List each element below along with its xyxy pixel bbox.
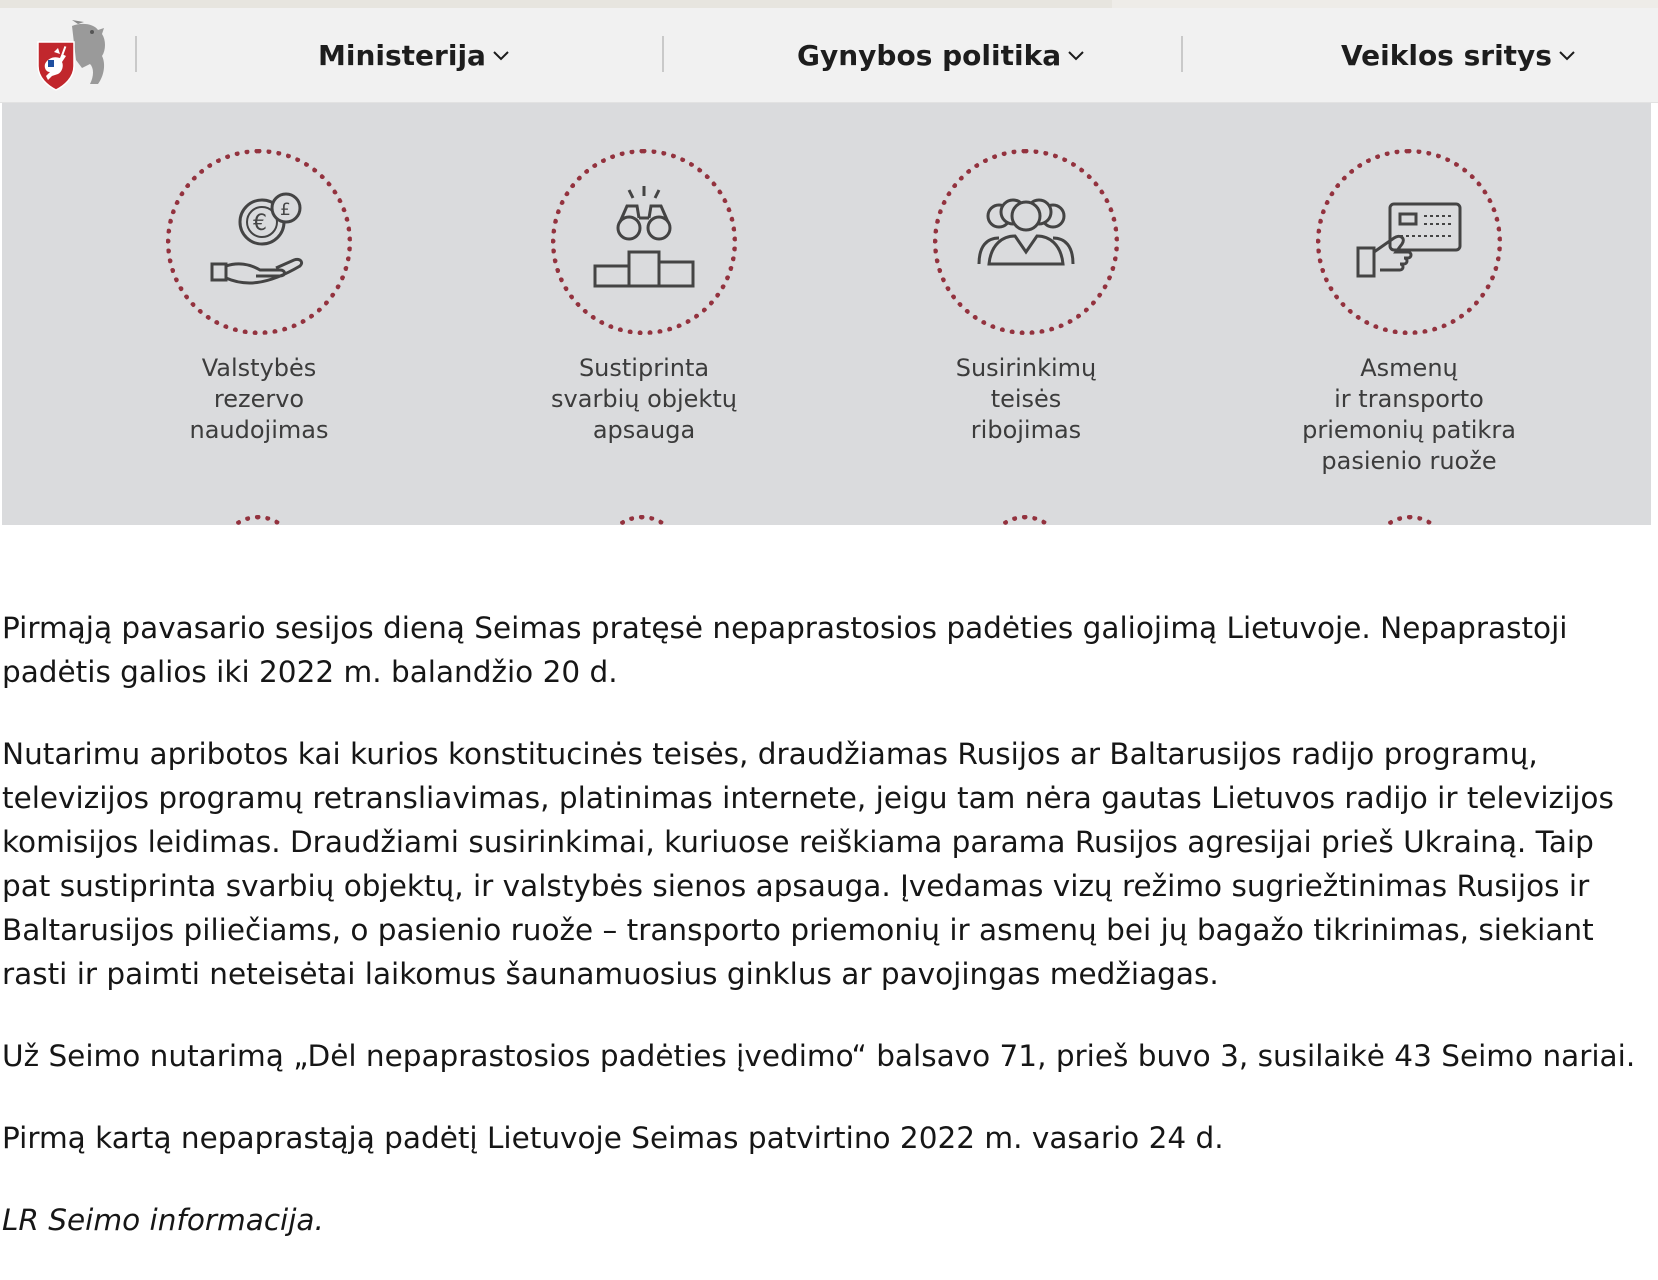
nav-item-label: Veiklos sritys [1341, 38, 1552, 72]
chevron-down-icon [1558, 49, 1576, 61]
nav-divider [662, 36, 664, 72]
article-paragraph: Pirmąją pavasario sesijos dieną Seimas pratęsė nepaprastosios padėties galiojimą Lietuvoje. Nepaprastoji padėtis galios iki 2022 m. balandžio 20 d. [2, 611, 1568, 689]
chevron-down-icon [1067, 49, 1085, 61]
nav-divider [1181, 36, 1183, 72]
dotted-circle [218, 515, 298, 525]
dotted-circle [1316, 149, 1502, 335]
dotted-circle [985, 515, 1065, 525]
chevron-down-icon [492, 49, 510, 61]
nav-item-label: Gynybos politika [797, 38, 1062, 72]
tile-label: Sustiprinta svarbių objektų apsauga [551, 354, 737, 444]
coins-hand-icon [204, 182, 314, 302]
binoculars-podium-icon [589, 182, 699, 302]
id-card-hand-icon [1354, 182, 1464, 302]
article-body [2, 606, 1642, 1280]
svg-text:€: € [253, 211, 267, 236]
article-paragraph: Už Seimo nutarimą „Dėl nepaprastosios padėties įvedimo“ balsavo 71, prieš buvo 3, susilaikė 43 Seimo nariai. [2, 1039, 1636, 1073]
nav-item-label: Ministerija [318, 38, 486, 72]
tile-label: Valstybės rezervo naudojimas [189, 354, 329, 444]
nav-item-ministerija[interactable] [318, 8, 510, 102]
banner-tile-assembly-restriction [876, 149, 1176, 446]
main-navigation [0, 8, 1658, 103]
nav-item-gynybos-politika[interactable] [797, 8, 1085, 102]
article-source: LR Seimo informacija. [2, 1203, 324, 1237]
nav-item-veiklos-sritys[interactable] [1341, 8, 1576, 102]
crowd-icon [971, 182, 1081, 302]
banner-tile-border-checks [1259, 149, 1559, 477]
dotted-circle [551, 149, 737, 335]
article-paragraph: Nutarimu apribotos kai kurios konstitucinės teisės, draudžiamas Rusijos ar Baltarusijos radijo programų, televizijos programų retransliavimas, platinimas internete, jeigu tam nėra gautas Lietuvos radijo ir televizijos komisijos leidimas. Draudžiami susirinkimai, kuriuose reiškiama parama Rusijos agresijai prieš Ukrainą. Taip pat sustiprinta svarbių objektų, ir valstybės sienos apsauga. Įvedamas vizų režimo sugriežtinimas Rusijos ir Baltarusijos piliečiams, o pasienio ruože – transporto priemonių ir asmenų bei jų bagažo tikrinimas, siekiant rasti ir paimti neteisėtai laikomus šaunamuosius ginklus ar pavojingas medžiagas. [2, 737, 1614, 991]
dotted-circle [933, 149, 1119, 335]
dotted-circle [1370, 515, 1450, 525]
coat-of-arms-logo[interactable] [32, 20, 112, 92]
svg-text:£: £ [280, 200, 291, 220]
dotted-circle [166, 149, 352, 335]
top-strip [0, 0, 1658, 8]
article-paragraph: Pirmą kartą nepaprastąją padėtį Lietuvoje Seimas patvirtino 2022 m. vasario 24 d. [2, 1121, 1224, 1155]
banner-tile-objects-protection [494, 149, 794, 446]
dotted-circle [602, 515, 682, 525]
nav-divider [135, 36, 137, 72]
banner-tile-state-reserve [109, 149, 409, 446]
tile-label: Asmenų ir transporto priemonių patikra pasienio ruože [1302, 354, 1516, 475]
tile-label: Susirinkimų teisės ribojimas [955, 354, 1097, 444]
emergency-measures-banner [2, 103, 1651, 525]
